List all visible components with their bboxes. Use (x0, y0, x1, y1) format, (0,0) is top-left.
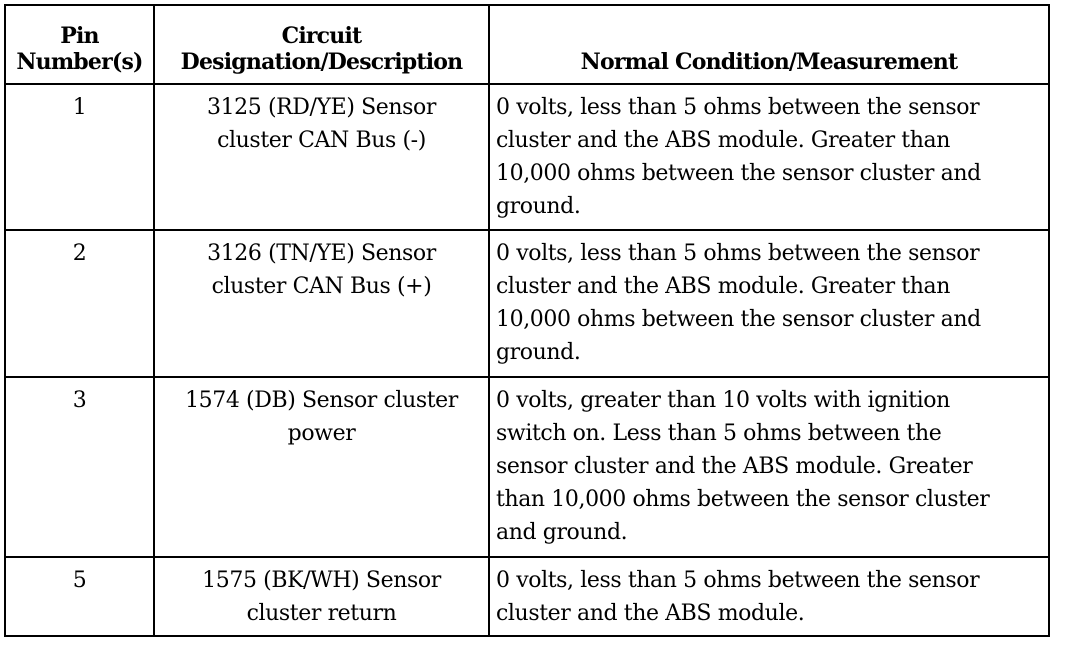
table-wrapper (4, 4, 1050, 637)
measurement-line: cluster and the ABS module. Greater than (496, 274, 950, 299)
measurement-line: 0 volts, less than 5 ohms between the sensor (496, 568, 980, 593)
table-row (5, 557, 1049, 636)
measurement-line: 10,000 ohms between the sensor cluster and (496, 307, 981, 332)
pin-cell: 3 (5, 377, 154, 557)
header-pin-line1: Pin (60, 23, 99, 49)
measurement-line: 0 volts, less than 5 ohms between the sensor (496, 241, 980, 266)
measurement-line: 10,000 ohms between the sensor cluster and (496, 161, 981, 186)
circuit-line: 3126 (TN/YE) Sensor (207, 241, 436, 266)
measurement-cell (489, 84, 1049, 230)
header-row (5, 5, 1049, 84)
table-row (5, 84, 1049, 230)
measurement-line: than 10,000 ohms between the sensor cluster (496, 487, 990, 512)
measurement-line: ground. (496, 340, 581, 365)
circuit-line: 3125 (RD/YE) Sensor (206, 95, 437, 120)
circuit-cell (154, 230, 489, 377)
header-pin-line2: Number(s) (16, 49, 143, 75)
measurement-line: cluster and the ABS module. Greater than (496, 128, 950, 153)
header-measurement-label: Normal Condition/Measurement (580, 49, 958, 75)
circuit-cell (154, 377, 489, 557)
circuit-line: power (287, 421, 356, 446)
header-pin-number (5, 5, 154, 84)
circuit-cell (154, 84, 489, 230)
measurement-line: 0 volts, greater than 10 volts with ignition (496, 388, 950, 413)
header-measurement (489, 5, 1049, 84)
measurement-line: switch on. Less than 5 ohms between the (496, 421, 942, 446)
circuit-line: 1575 (BK/WH) Sensor (202, 568, 441, 593)
header-circuit-line1: Circuit (281, 23, 362, 49)
header-circuit-line2: Designation/Description (180, 49, 463, 75)
measurement-cell (489, 230, 1049, 377)
pin-measurement-table (4, 4, 1050, 637)
measurement-line: cluster and the ABS module. (496, 601, 805, 626)
circuit-cell (154, 557, 489, 636)
table-row (5, 230, 1049, 377)
circuit-line: 1574 (DB) Sensor cluster (185, 388, 458, 413)
measurement-line: sensor cluster and the ABS module. Greater (496, 454, 973, 479)
measurement-line: ground. (496, 194, 581, 219)
measurement-cell (489, 557, 1049, 636)
circuit-line: cluster CAN Bus (-) (217, 128, 426, 153)
table-row (5, 377, 1049, 557)
pin-cell: 1 (5, 84, 154, 230)
circuit-line: cluster return (246, 601, 397, 626)
measurement-cell (489, 377, 1049, 557)
pin-cell: 5 (5, 557, 154, 636)
measurement-line: 0 volts, less than 5 ohms between the sensor (496, 95, 980, 120)
header-circuit (154, 5, 489, 84)
circuit-line: cluster CAN Bus (+) (211, 274, 432, 299)
pin-cell: 2 (5, 230, 154, 377)
measurement-line: and ground. (496, 520, 628, 545)
